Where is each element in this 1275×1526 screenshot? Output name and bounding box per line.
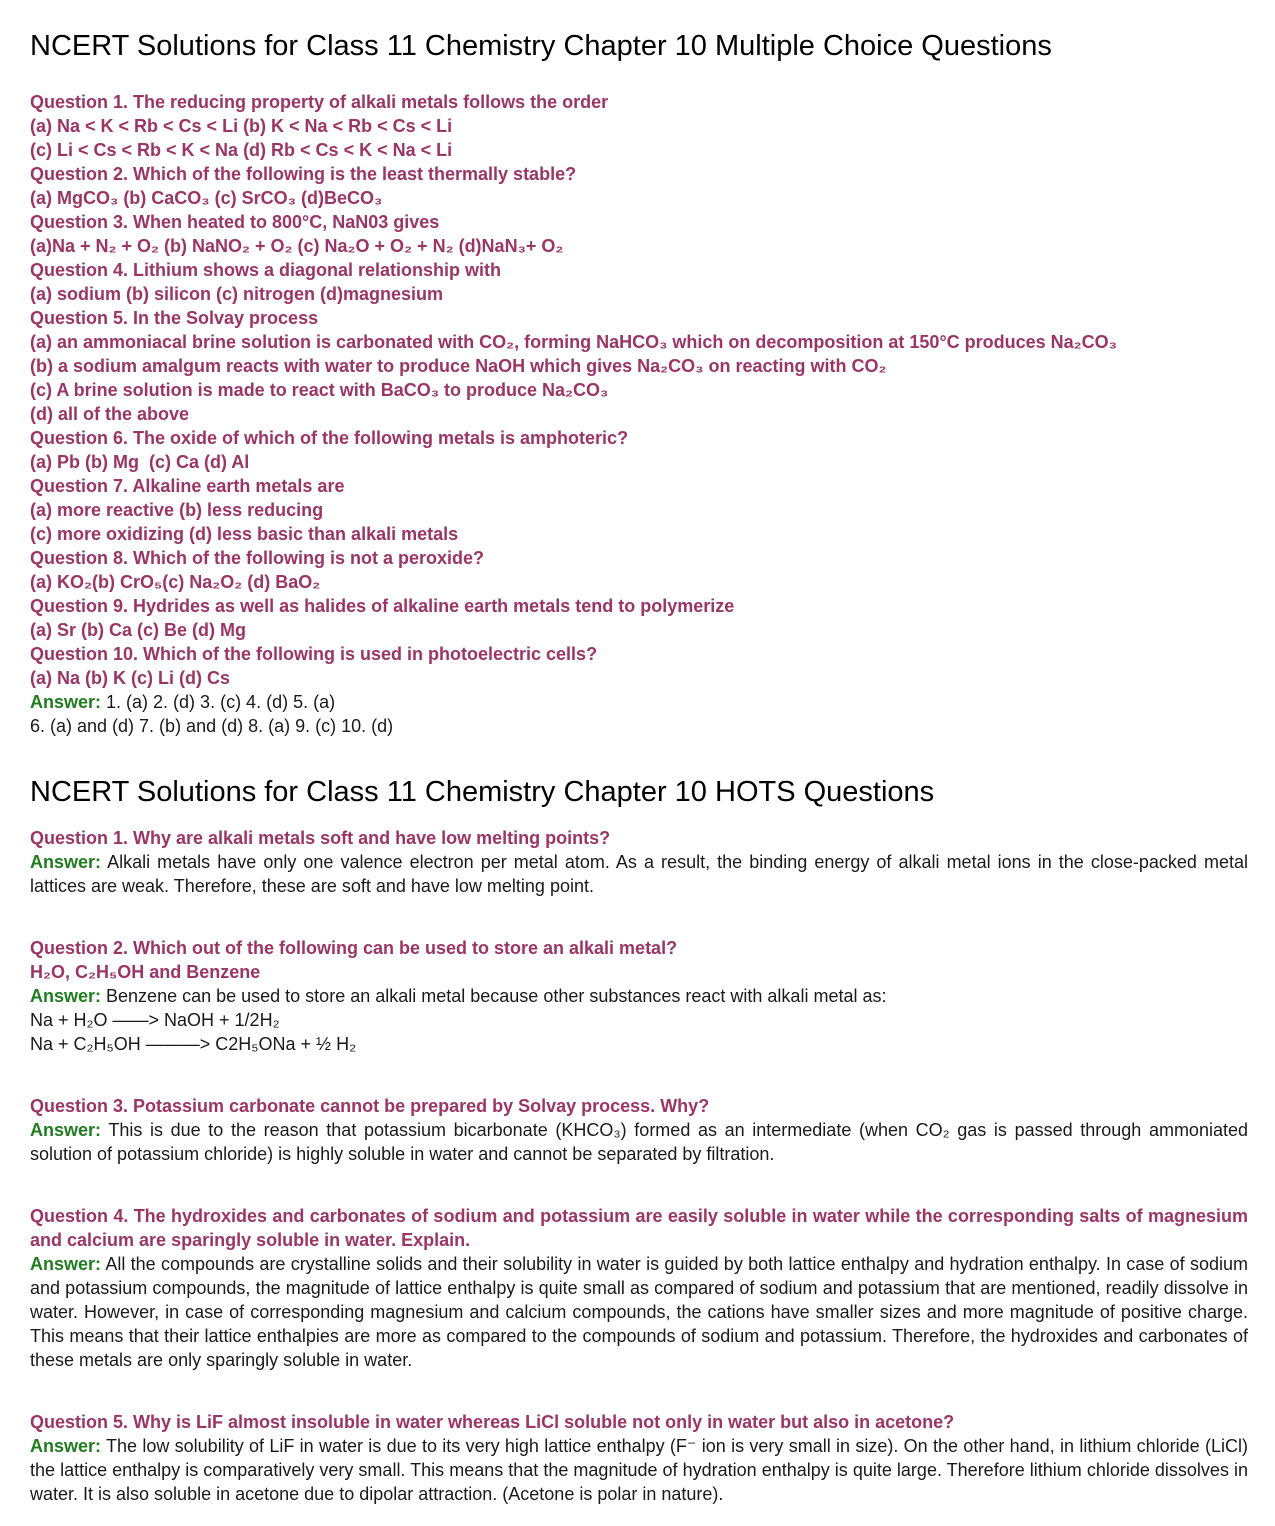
mcq-answer-line (30, 690, 1248, 714)
hots-section (30, 826, 1248, 1506)
mcq-line: Question 6. The oxide of which of the following metals is amphoteric? (30, 428, 629, 448)
mcq-line: (c) A brine solution is made to react with BaCO₃ to produce Na₂CO₃ (30, 380, 609, 400)
mcq-section-title: NCERT Solutions for Class 11 Chemistry Chapter 10 Multiple Choice Questions (30, 30, 1052, 62)
mcq-line: Question 7. Alkaline earth metals are (30, 476, 345, 496)
mcq-line: (c) Li < Cs < Rb < K < Na (d) Rb < Cs < K < Na < Li (30, 140, 453, 160)
mcq-line: (a) KO₂(b) CrO₅(c) Na₂O₂ (d) BaO₂ (30, 572, 321, 592)
answer-text: Alkali metals have only one valence electron per metal atom. As a result, the binding energy of alkali metal ions in the close-packed metal lattices are weak. Therefore, these are soft and have low melting point. (30, 852, 1248, 896)
answer-label: Answer: (30, 852, 102, 872)
answer-paragraph (30, 1118, 1248, 1166)
qa-block (30, 826, 1248, 898)
mcq-section (30, 90, 1248, 738)
equation-line: Na + H₂O ——> NaOH + 1/2H₂ (30, 1010, 280, 1030)
question-subline: H₂O, C₂H₅OH and Benzene (30, 962, 261, 982)
answer-paragraph (30, 1434, 1248, 1506)
answer-paragraph (30, 1252, 1248, 1372)
answer-text: The low solubility of LiF in water is due to its very high lattice enthalpy (F⁻ ion is very small in size). On the other hand, in lithium chloride (LiCl) the lattice enthalpy is comparatively very small. This means that the magnitude of hydration enthalpy is quite large. Therefore lithium chloride dissolves in water. It is also soluble in acetone due to dipolar attraction. (Acetone is polar in nature). (30, 1436, 1248, 1504)
qa-block (30, 1094, 1248, 1166)
question-text: Question 3. Potassium carbonate cannot be prepared by Solvay process. Why? (30, 1096, 710, 1116)
answer-text: All the compounds are crystalline solids and their solubility in water is guided by both lattice enthalpy and hydration enthalpy. In case of sodium and potassium compounds, the magnitude of lattice enthalpy is quite small as compared of sodium and potassium that are mentioned, readily dissolve in water. However, in case of corresponding magnesium and calcium compounds, the cations have smaller sizes and more magnitude of positive charge. This means that their lattice enthalpies are more as compared to the compounds of sodium and potassium. Therefore, the hydroxides and carbonates of these metals are only sparingly soluble in water. (30, 1254, 1248, 1370)
question-text: Question 4. The hydroxides and carbonates of sodium and potassium are easily soluble in water while the corresponding salts of magnesium and calcium are sparingly soluble in water. Explain. (30, 1206, 1248, 1250)
mcq-answers-2: 6. (a) and (d) 7. (b) and (d) 8. (a) 9. (c) 10. (d) (30, 716, 394, 736)
question-text: Question 5. Why is LiF almost insoluble in water whereas LiCl soluble not only in water but also in acetone? (30, 1412, 955, 1432)
mcq-line: Question 4. Lithium shows a diagonal relationship with (30, 260, 502, 280)
mcq-line: (a) Pb (b) Mg (c) Ca (d) Al (30, 452, 250, 472)
mcq-line: Question 1. The reducing property of alkali metals follows the order (30, 92, 609, 112)
answer-label: Answer: (30, 986, 102, 1006)
equation-line: Na + C₂H₅OH ———> C2H₅ONa + ½ H₂ (30, 1034, 357, 1054)
mcq-line: Question 10. Which of the following is used in photoelectric cells? (30, 644, 598, 664)
mcq-line: (d) all of the above (30, 404, 190, 424)
hots-section-title: NCERT Solutions for Class 11 Chemistry Chapter 10 HOTS Questions (30, 776, 935, 808)
mcq-line: (a) Na < K < Rb < Cs < Li (b) K < Na < Rb < Cs < Li (30, 116, 453, 136)
qa-block (30, 1204, 1248, 1372)
answer-paragraph (30, 850, 1248, 898)
mcq-line: Question 2. Which of the following is the least thermally stable? (30, 164, 577, 184)
mcq-line: (b) a sodium amalgum reacts with water to produce NaOH which gives Na₂CO₃ on reacting with CO₂ (30, 356, 887, 376)
qa-block (30, 936, 1248, 1056)
mcq-line: Question 9. Hydrides as well as halides of alkaline earth metals tend to polymerize (30, 596, 735, 616)
mcq-line: (a) MgCO₃ (b) CaCO₃ (c) SrCO₃ (d)BeCO₃ (30, 188, 383, 208)
question-text: Question 2. Which out of the following can be used to store an alkali metal? (30, 938, 678, 958)
mcq-line: (c) more oxidizing (d) less basic than alkali metals (30, 524, 459, 544)
answer-label: Answer: (30, 692, 102, 712)
question-text: Question 1. Why are alkali metals soft and have low melting points? (30, 828, 611, 848)
mcq-line: (a) sodium (b) silicon (c) nitrogen (d)magnesium (30, 284, 444, 304)
mcq-line: Question 8. Which of the following is not a peroxide? (30, 548, 485, 568)
answer-text: Benzene can be used to store an alkali metal because other substances react with alkali metal as: (106, 986, 887, 1006)
qa-block (30, 1410, 1248, 1506)
mcq-line: (a) Sr (b) Ca (c) Be (d) Mg (30, 620, 246, 640)
mcq-line: Question 3. When heated to 800°C, NaN03 gives (30, 212, 440, 232)
answer-paragraph (30, 984, 1248, 1008)
mcq-line: Question 5. In the Solvay process (30, 308, 319, 328)
mcq-line: (a) more reactive (b) less reducing (30, 500, 324, 520)
mcq-line: (a) an ammoniacal brine solution is carbonated with CO₂, forming NaHCO₃ which on decomposition at 150°C produces Na₂CO₃ (30, 332, 1117, 352)
answer-label: Answer: (30, 1120, 102, 1140)
answer-label: Answer: (30, 1254, 102, 1274)
mcq-line: (a) Na (b) K (c) Li (d) Cs (30, 668, 230, 688)
answer-label: Answer: (30, 1436, 102, 1456)
mcq-answers-1: 1. (a) 2. (d) 3. (c) 4. (d) 5. (a) (106, 692, 336, 712)
mcq-line: (a)Na + N₂ + O₂ (b) NaNO₂ + O₂ (c) Na₂O + O₂ + N₂ (d)NaN₃+ O₂ (30, 236, 564, 256)
answer-text: This is due to the reason that potassium bicarbonate (KHCO₃) formed as an intermediate (when CO₂ gas is passed through ammoniated solution of potassium chloride) is highly soluble in water and cannot be separated by filtration. (30, 1120, 1248, 1164)
